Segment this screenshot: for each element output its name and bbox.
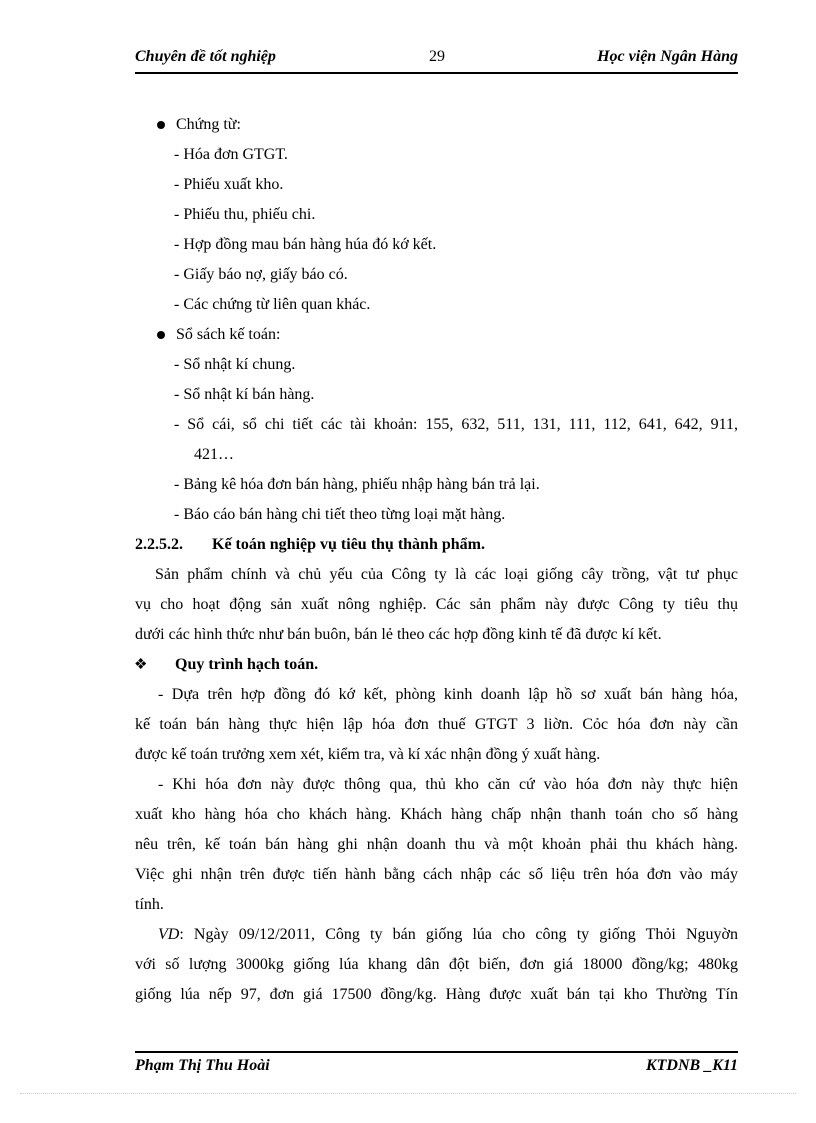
paragraph-line: được kế toán trưởng xem xét, kiểm tra, và kí xác nhận đồng ý xuất hàng.: [135, 746, 601, 763]
page-header: [135, 46, 738, 74]
paragraph-line: tính.: [135, 896, 164, 913]
paragraph-line: Việc ghi nhận trên được tiến hành bằng cách nhập các số liệu trên hóa đơn vào máy: [135, 866, 738, 883]
bullet-icon: [157, 121, 165, 129]
example-line: [158, 925, 738, 945]
page-footer: [135, 1051, 738, 1077]
list-item: - Báo cáo bán hàng chi tiết theo từng loại mặt hàng.: [174, 506, 506, 523]
paragraph-line: Sản phẩm chính và chủ yếu của Công ty là các loại giống cây trồng, vật tư phục: [155, 566, 738, 583]
example-text: : Ngày 09/12/2011, Công ty bán giống lúa cho công ty giống Thỏi Nguyờn: [179, 926, 738, 943]
footer-author: Phạm Thị Thu Hoài: [135, 1057, 270, 1074]
list-item-ledger: - Sổ cái, sổ chi tiết các tài khoản: 155, 632, 511, 131, 111, 112, 641, 642, 911,: [174, 416, 738, 433]
paragraph-line: - Khi hóa đơn này được thông qua, thủ kho căn cứ vào hóa đơn này thực hiện: [158, 776, 738, 793]
list-item: - Phiếu xuất kho.: [174, 176, 284, 193]
paragraph-line: nêu trên, kế toán bán hàng ghi nhận doanh thu và một khoản phải thu khách hàng.: [135, 836, 738, 853]
paragraph-line: dưới các hình thức như bán buôn, bán lẻ theo các hợp đồng kinh tế đã được kí kết.: [135, 626, 662, 643]
list-item: - Phiếu thu, phiếu chi.: [174, 206, 316, 223]
list-item: - Các chứng từ liên quan khác.: [174, 296, 371, 313]
paragraph-line: vụ cho hoạt động sản xuất nông nghiệp. Các sản phẩm này được Công ty tiêu thụ: [135, 596, 738, 613]
books-title: Sổ sách kế toán:: [176, 326, 281, 343]
process-title: Quy trình hạch toán.: [175, 656, 319, 673]
page-number: 29: [429, 48, 445, 65]
bullet-icon: [157, 331, 165, 339]
example-label: VD: [158, 926, 180, 943]
paragraph-line: xuất kho hàng hóa cho khách hàng. Khách hàng chấp nhận thanh toán cho số hàng: [135, 806, 738, 823]
section-number: 2.2.5.2.: [135, 536, 183, 553]
section-title: Kế toán nghiệp vụ tiêu thụ thành phẩm.: [212, 536, 485, 553]
list-item: - Hợp đồng mau bán hàng húa đó kớ kết.: [174, 236, 437, 253]
example-line: giống lúa nếp 97, đơn giá 17500 đồng/kg. Hàng được xuất bán tại kho Thường Tín: [135, 986, 738, 1003]
footer-class: KTDNB _K11: [645, 1057, 738, 1074]
list-item: - Giấy báo nợ, giấy báo có.: [174, 266, 348, 283]
list-item-ledger-cont: 421…: [194, 446, 234, 463]
paragraph-line: - Dựa trên hợp đồng đó kớ kết, phòng kinh doanh lập hồ sơ xuất bán hàng hóa,: [158, 686, 738, 703]
list-item: - Sổ nhật kí bán hàng.: [174, 386, 315, 403]
list-item: - Sổ nhật kí chung.: [174, 356, 296, 373]
header-thesis-title: Chuyên đề tốt nghiệp: [135, 48, 276, 65]
list-item: - Hóa đơn GTGT.: [174, 146, 288, 163]
page-edge-divider: [20, 1093, 796, 1094]
documents-title: Chứng từ:: [176, 116, 241, 133]
list-item: - Bảng kê hóa đơn bán hàng, phiếu nhập hàng bán trả lại.: [174, 476, 540, 493]
diamond-bullet-icon: ❖: [134, 657, 148, 673]
paragraph-line: kế toán bán hàng thực hiện lập hóa đơn thuế GTGT 3 liờn. Cỏc hóa đơn này cần: [135, 716, 738, 733]
example-line: với số lượng 3000kg giống lúa khang dân đột biến, đơn giá 18000 đồng/kg; 480kg: [135, 956, 738, 973]
header-institution: Học viện Ngân Hàng: [597, 48, 738, 65]
